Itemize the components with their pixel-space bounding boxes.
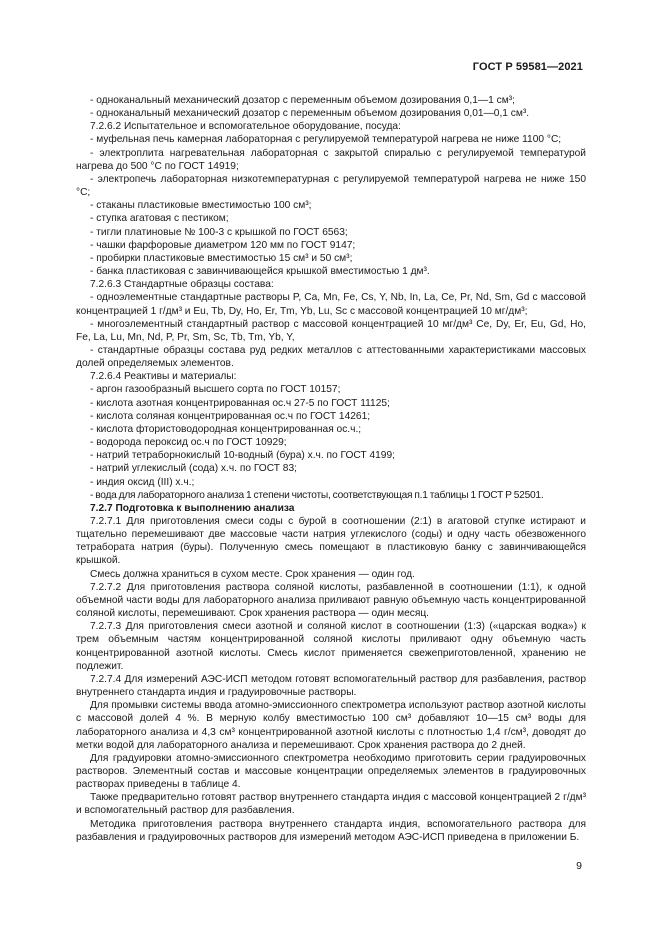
list-item: - одноэлементные стандартные растворы P, Ca, Mn, Fe, Cs, Y, Nb, In, La, Ce, Pr, Nd, Sm, Gd с массовой концентрацией 1 г/дм³ и Eu, Tb, Dy, Ho, Er, Tm, Yb, Lu, Sc с массовой концентрацией 10 мг/дм³;	[76, 292, 586, 317]
list-item: - стаканы пластиковые вместимостью 100 см³;	[90, 200, 312, 212]
list-item: - кислота азотная концентрированная ос.ч 27-5 по ГОСТ 11125;	[90, 397, 390, 409]
section-heading-bold: 7.2.7 Подготовка к выполнению анализа	[90, 502, 295, 514]
list-item: - натрий углекислый (сода) х.ч. по ГОСТ 83;	[90, 463, 297, 475]
paragraph: Для промывки системы ввода атомно-эмиссионного спектрометра используют раствор азотной кислоты с массовой долей 4 %. В мерную колбу вместимостью 100 см³ добавляют 10—15 см³ воды для лабораторного анализа и 4,3 см³ концентрированной азотной кислоты с плотностью 1,4 г/см³, доводят до метки водой для лабораторного анализа и перемешивают. Срок хранения раствора до 2 дней.	[76, 700, 586, 751]
paragraph: Смесь должна храниться в сухом месте. Срок хранения — один год.	[90, 568, 415, 580]
list-item: - электроплита нагревательная лабораторная с закрытой спиралью с регулируемой температурой нагрева до 500 °С по ГОСТ 14919;	[76, 147, 586, 172]
paragraph: Также предварительно готовят раствор внутреннего стандарта индия с массовой концентрацией 2 г/дм³ и вспомогательный раствор для разбавления.	[76, 792, 586, 817]
list-item: - чашки фарфоровые диаметром 120 мм по ГОСТ 9147;	[90, 239, 356, 251]
list-item: - муфельная печь камерная лабораторная с регулируемой температурой нагрева не ниже 1100 °С;	[90, 134, 562, 146]
list-item: - натрий тетраборнокислый 10-водный (бура) х.ч. по ГОСТ 4199;	[90, 450, 395, 462]
paragraph: 7.2.7.4 Для измерений АЭС-ИСП методом готовят вспомогательный раствор для разбавления, раствор внутреннего стандарта индия и градуировочные растворы.	[76, 673, 586, 699]
paragraph: 7.2.7.3 Для приготовления смеси азотной и соляной кислот в соотношении (1:3) («царская водка») к трем объемным частям концентрированной соляной кислоты приливают одну объемную часть концентрированной азотной кислоты. Смесь кислот применяется свежеприготовленной, хранению не подлежит.	[76, 621, 586, 672]
paragraph: Для градуировки атомно-эмиссионного спектрометра необходимо приготовить серии градуировочных растворов. Элементный состав и массовые концентрации определяемых элементов в градуировочных растворах приведены в таблице 4.	[76, 752, 586, 791]
section-heading: 7.2.6.4 Реактивы и материалы:	[90, 371, 237, 383]
section-heading: 7.2.6.2 Испытательное и вспомогательное оборудование, посуда:	[90, 121, 401, 133]
list-item: - тигли платиновые № 100-3 с крышкой по ГОСТ 6563;	[90, 226, 348, 238]
paragraph: 7.2.7.2 Для приготовления раствора соляной кислоты, разбавленной в соотношении (1:1), к одной объемной части воды для лабораторного анализа приливают равную объемную часть концентрированной соляной кислоты, перемешивают. Срок хранения раствора — один месяц.	[76, 581, 586, 620]
list-item: - вода для лабораторного анализа 1 степени чистоты, соответствующая п.1 таблицы 1 ГОСТ Р 52501.	[90, 489, 544, 501]
list-item: - электропечь лабораторная низкотемпературная с регулируемой температурой нагрева не ниже 150 °С;	[76, 173, 586, 199]
paragraph: Методика приготовления раствора внутреннего стандарта индия, вспомогательного раствора для разбавления и градуировочных растворов для измерений методом АЭС-ИСП приведена в приложении Б.	[76, 818, 586, 843]
list-item: - пробирки пластиковые вместимостью 15 см³ и 50 см³;	[90, 252, 353, 264]
list-item: - кислота соляная концентрированная ос.ч по ГОСТ 14261;	[90, 410, 371, 422]
list-item: - кислота фтористоводородная концентрированная ос.ч.;	[90, 423, 362, 435]
list-item: - банка пластиковая с завинчивающейся крышкой вместимостью 1 дм³.	[90, 266, 430, 278]
section-heading: 7.2.6.3 Стандартные образцы состава:	[90, 279, 274, 291]
list-item: - аргон газообразный высшего сорта по ГОСТ 10157;	[90, 384, 341, 396]
document-body	[76, 94, 586, 844]
document-header: ГОСТ Р 59581—2021	[472, 61, 583, 73]
list-item: - индия оксид (III) х.ч.;	[90, 476, 195, 488]
list-item: - одноканальный механический дозатор с переменным объемом дозирования 0,01—0,1 см³.	[90, 108, 530, 120]
page-number: 9	[576, 860, 582, 872]
list-item: - стандартные образцы состава руд редких металлов с аттестованными характеристиками массовых долей определяемых элементов.	[76, 344, 586, 370]
list-item: - ступка агатовая с пестиком;	[90, 213, 229, 225]
list-item: - многоэлементный стандартный раствор с массовой концентрацией 10 мг/дм³ Ce, Dy, Er, Eu, Gd, Ho, Fe, La, Lu, Mn, Nd, P, Pr, Sm, Sc, Tb, Tm, Yb, Y,	[76, 318, 586, 343]
list-item: - водорода пероксид ос.ч по ГОСТ 10929;	[90, 437, 287, 449]
list-item: - одноканальный механический дозатор с переменным объемом дозирования 0,1—1 см³;	[90, 95, 515, 106]
paragraph: 7.2.7.1 Для приготовления смеси соды с бурой в соотношении (2:1) в агатовой ступке истирают и тщательно перемешивают две массовые части натрия углекислого (соды) и одну часть обезвоженного тетрабората натрия (буры). Полученную смесь помещают в пластиковую банку с завинчивающейся крышкой.	[76, 516, 586, 567]
